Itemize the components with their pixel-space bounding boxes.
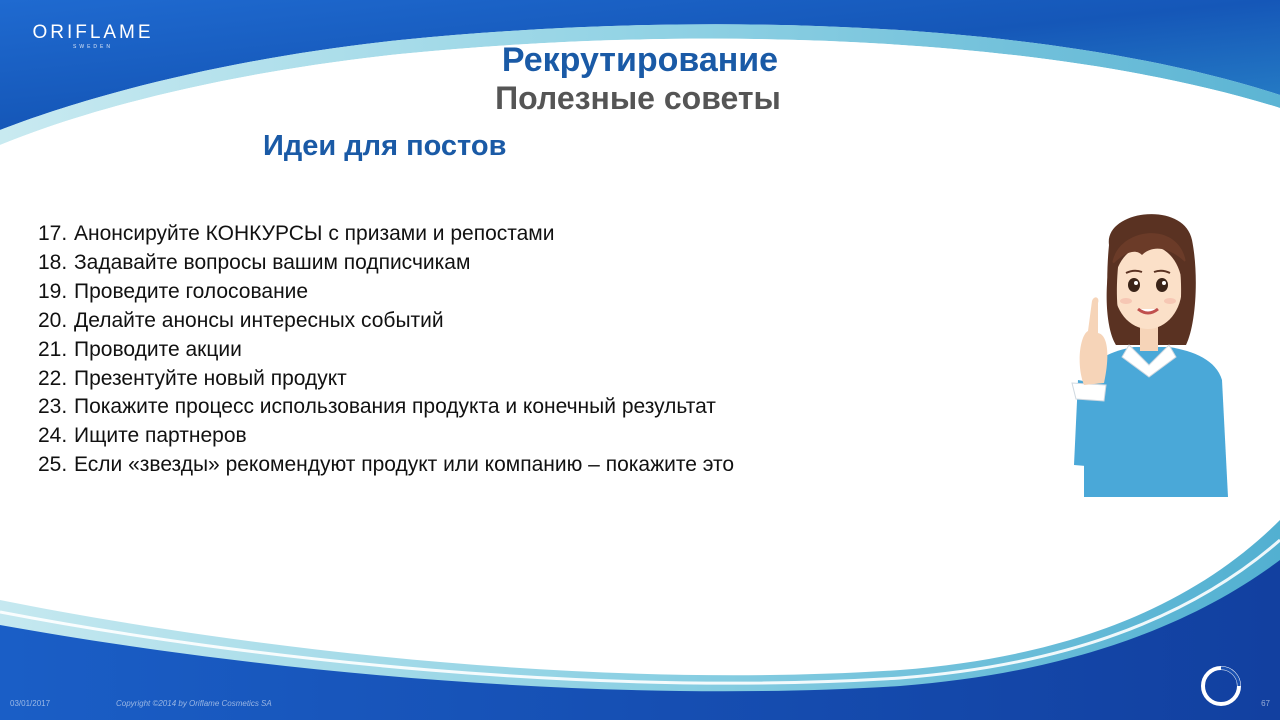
item-number: 23.	[38, 395, 68, 419]
item-text: Делайте анонсы интересных событий	[74, 308, 444, 332]
item-text: Покажите процесс использования продукта и конечный результат	[74, 395, 716, 419]
list-item	[38, 336, 734, 365]
page-title: Рекрутирование	[501, 41, 779, 79]
list-item	[38, 249, 734, 278]
list-item	[38, 220, 734, 249]
list-item	[38, 307, 734, 336]
footer-date: 03/01/2017	[10, 699, 51, 708]
page-subtitle: Полезные советы	[495, 80, 781, 116]
item-text: Если «звезды» рекомендуют продукт или компанию – покажите это	[74, 453, 735, 477]
item-number: 17.	[38, 222, 68, 245]
item-text: Проведите голосование	[74, 279, 309, 303]
item-text: Анонсируйте КОНКУРСЫ с призами и репостами	[74, 222, 555, 245]
item-number: 20.	[38, 308, 68, 332]
footer-copyright: Copyright ©2014 by Oriflame Cosmetics SA	[116, 699, 272, 708]
list-item	[38, 278, 734, 307]
woman-pointing-illustration	[1064, 205, 1234, 497]
item-number: 18.	[38, 250, 68, 274]
item-text: Проводите акции	[74, 337, 242, 361]
item-number: 22.	[38, 366, 68, 390]
section-title: Идеи для постов	[263, 130, 507, 162]
list-item	[38, 393, 734, 422]
list-item	[38, 451, 734, 480]
item-number: 21.	[38, 337, 68, 361]
page-number: 67	[1261, 699, 1270, 708]
item-number: 25.	[38, 453, 68, 477]
logo-tagline: SWEDEN	[73, 44, 113, 50]
item-number: 24.	[38, 424, 68, 448]
oriflame-ring-icon	[1198, 663, 1244, 709]
item-text: Задавайте вопросы вашим подписчикам	[74, 250, 471, 274]
tips-list	[38, 220, 734, 480]
item-number: 19.	[38, 279, 68, 303]
logo-wordmark: ORIFLAME	[32, 22, 154, 43]
list-item	[38, 422, 734, 451]
item-text: Ищите партнеров	[74, 424, 247, 448]
item-text: Презентуйте новый продукт	[74, 366, 347, 390]
list-item	[38, 365, 734, 394]
